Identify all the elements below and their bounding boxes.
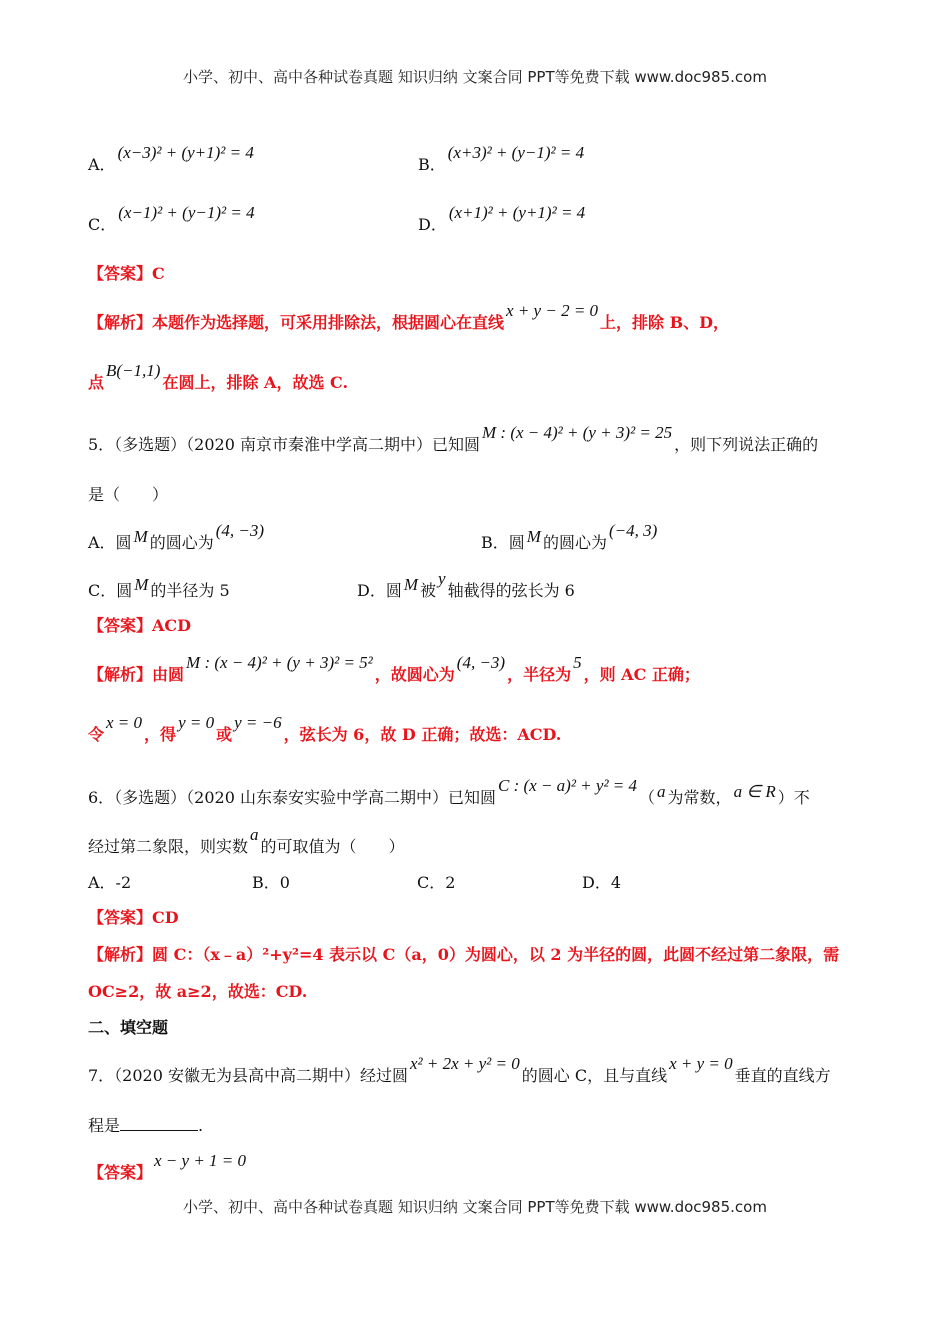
- q6-option-b: B．0: [252, 873, 290, 892]
- analysis-formula: M : (x − 4)² + (y + 3)² = 5²: [186, 653, 373, 672]
- analysis-formula: B(−1,1): [106, 361, 161, 380]
- q7-stem-line2: [88, 1113, 203, 1136]
- option-formula: (x−3)² + (y+1)² = 4: [117, 143, 254, 162]
- option-label: B．: [418, 155, 446, 174]
- analysis-text: 上，排除 B、D，: [600, 313, 730, 332]
- q5-option-c: [88, 575, 230, 601]
- stem-text: 的圆心 C，且与直线: [521, 1066, 668, 1085]
- stem-text: ）不: [777, 788, 810, 807]
- answer-value: ACD: [152, 616, 192, 635]
- option-symbol: M: [526, 527, 541, 546]
- option-text: B．圆: [481, 533, 525, 552]
- option-formula: (−4, 3): [608, 521, 658, 540]
- q4-option-c: [88, 203, 257, 235]
- q4-option-d: [418, 203, 587, 235]
- analysis-text: 本题作为选择题，可采用排除法，根据圆心在直线: [152, 313, 505, 332]
- option-text: 轴截得的弦长为 6: [447, 581, 575, 600]
- option-formula: (4, −3): [215, 521, 265, 540]
- analysis-tag: 【解析】: [88, 313, 153, 332]
- stem-symbol: a ∈ R: [733, 782, 776, 801]
- q4-analysis-line2: [88, 361, 349, 393]
- analysis-text: ，半径为: [507, 665, 572, 684]
- analysis-text: 或: [216, 725, 233, 744]
- section-title: 二、填空题: [88, 1018, 169, 1037]
- q5-analysis-line2: [88, 713, 562, 745]
- analysis-formula: (4, −3): [456, 653, 506, 672]
- stem-text: 7．（2020 安徽无为县高中高二期中）经过圆: [88, 1066, 408, 1085]
- q4-analysis-line1: [88, 301, 730, 333]
- analysis-text: 点: [88, 373, 105, 392]
- page-header: 小学、初中、高中各种试卷真题 知识归纳 文案合同 PPT等免费下载 www.doc985.com: [183, 68, 767, 86]
- option-label: D．: [418, 215, 447, 234]
- stem-formula: M : (x − 4)² + (y + 3)² = 25: [482, 423, 673, 442]
- stem-text: .: [198, 1116, 204, 1135]
- option-symbol: M: [403, 575, 419, 594]
- analysis-tag: 【解析】: [88, 665, 153, 684]
- stem-text: 5．（多选题）（2020 南京市秦淮中学高二期中）已知圆: [88, 435, 480, 454]
- analysis-tag: 【解析】: [88, 945, 153, 964]
- answer-tag: 【答案】: [88, 1163, 153, 1182]
- q6-analysis-line2: OC≥2，故 a≥2，故选：CD.: [88, 982, 308, 1001]
- option-text: D．圆: [357, 581, 402, 600]
- option-formula: (x+1)² + (y+1)² = 4: [448, 203, 586, 222]
- analysis-text: 令: [88, 725, 105, 744]
- analysis-text: ，故圆心为: [374, 665, 455, 684]
- option-symbol: y: [438, 569, 446, 588]
- option-text: 的圆心为: [542, 533, 607, 552]
- q6-stem-line1: [88, 776, 810, 808]
- analysis-formula: y = 0: [178, 713, 215, 732]
- analysis-formula: y = −6: [234, 713, 282, 732]
- option-text: 的圆心为: [149, 533, 214, 552]
- analysis-formula: x = 0: [106, 713, 143, 732]
- option-text: A．圆: [88, 533, 132, 552]
- q6-stem-line2: [88, 825, 405, 857]
- stem-formula: C : (x − a)² + y² = 4: [498, 776, 638, 795]
- stem-text: 经过第二象限，则实数: [88, 837, 249, 856]
- stem-text: 垂直的直线方: [734, 1066, 831, 1085]
- answer-blank[interactable]: [120, 1116, 198, 1131]
- q5-option-a: [88, 521, 266, 553]
- answer-tag: 【答案】: [88, 908, 153, 927]
- q6-analysis-line1: [88, 942, 839, 965]
- stem-text: （: [639, 788, 656, 807]
- stem-symbol: a: [250, 825, 259, 844]
- q6-answer: [88, 905, 179, 928]
- option-formula: (x−1)² + (y−1)² = 4: [118, 203, 255, 222]
- q7-stem-line1: [88, 1054, 831, 1086]
- page-footer: 小学、初中、高中各种试卷真题 知识归纳 文案合同 PPT等免费下载 www.doc985.com: [183, 1198, 767, 1216]
- analysis-text: ，得: [144, 725, 177, 744]
- q4-option-b: [418, 143, 586, 175]
- q5-option-d: [357, 569, 575, 601]
- stem-text: 的可取值为（ ）: [260, 837, 405, 856]
- q6-option-a: A．-2: [88, 873, 132, 892]
- answer-formula: x − y + 1 = 0: [154, 1151, 247, 1170]
- q6-option-d: D．4: [582, 873, 622, 892]
- answer-tag: 【答案】: [88, 264, 153, 283]
- option-symbol: M: [134, 575, 149, 594]
- q5-option-b: [481, 521, 659, 553]
- option-text: 的半径为 5: [150, 581, 230, 600]
- q7-answer: [88, 1151, 248, 1183]
- analysis-text: ，弦长为 6，故 D 正确；故选：ACD.: [283, 725, 562, 744]
- answer-value: CD: [152, 908, 179, 927]
- q4-answer: [88, 261, 165, 284]
- q5-stem-line2: 是（ ）: [88, 485, 169, 504]
- analysis-text: 圆 C：（x﹣a）²+y²=4 表示以 C（a，0）为圆心，以 2 为半径的圆，此圆不经过第二象限，需: [152, 945, 840, 964]
- answer-tag: 【答案】: [88, 616, 153, 635]
- option-symbol: M: [133, 527, 148, 546]
- stem-formula: x² + 2x + y² = 0: [410, 1054, 520, 1073]
- option-label: A．: [88, 155, 116, 174]
- option-text: 被: [420, 581, 437, 600]
- q6-option-c: C．2: [417, 873, 456, 892]
- answer-value: C: [152, 264, 165, 283]
- option-formula: (x+3)² + (y−1)² = 4: [447, 143, 585, 162]
- q5-answer: [88, 613, 191, 636]
- analysis-text: ，则 AC 正确；: [583, 665, 700, 684]
- analysis-text: 由圆: [152, 665, 185, 684]
- stem-text: 为常数，: [667, 788, 732, 807]
- analysis-formula: x + y − 2 = 0: [506, 301, 599, 320]
- stem-symbol: a: [657, 782, 666, 801]
- q5-stem-line1: [88, 423, 819, 455]
- stem-text: ，则下列说法正确的: [674, 435, 819, 454]
- option-label: C．: [88, 215, 117, 234]
- option-text: C．圆: [88, 581, 133, 600]
- q5-analysis-line1: [88, 653, 700, 685]
- analysis-text: 在圆上，排除 A，故选 C.: [162, 373, 349, 392]
- q4-option-a: [88, 143, 256, 175]
- stem-text: 程是: [88, 1116, 121, 1135]
- analysis-formula: 5: [573, 653, 582, 672]
- stem-text: 6．（多选题）（2020 山东泰安实验中学高二期中）已知圆: [88, 788, 496, 807]
- stem-formula: x + y = 0: [669, 1054, 733, 1073]
